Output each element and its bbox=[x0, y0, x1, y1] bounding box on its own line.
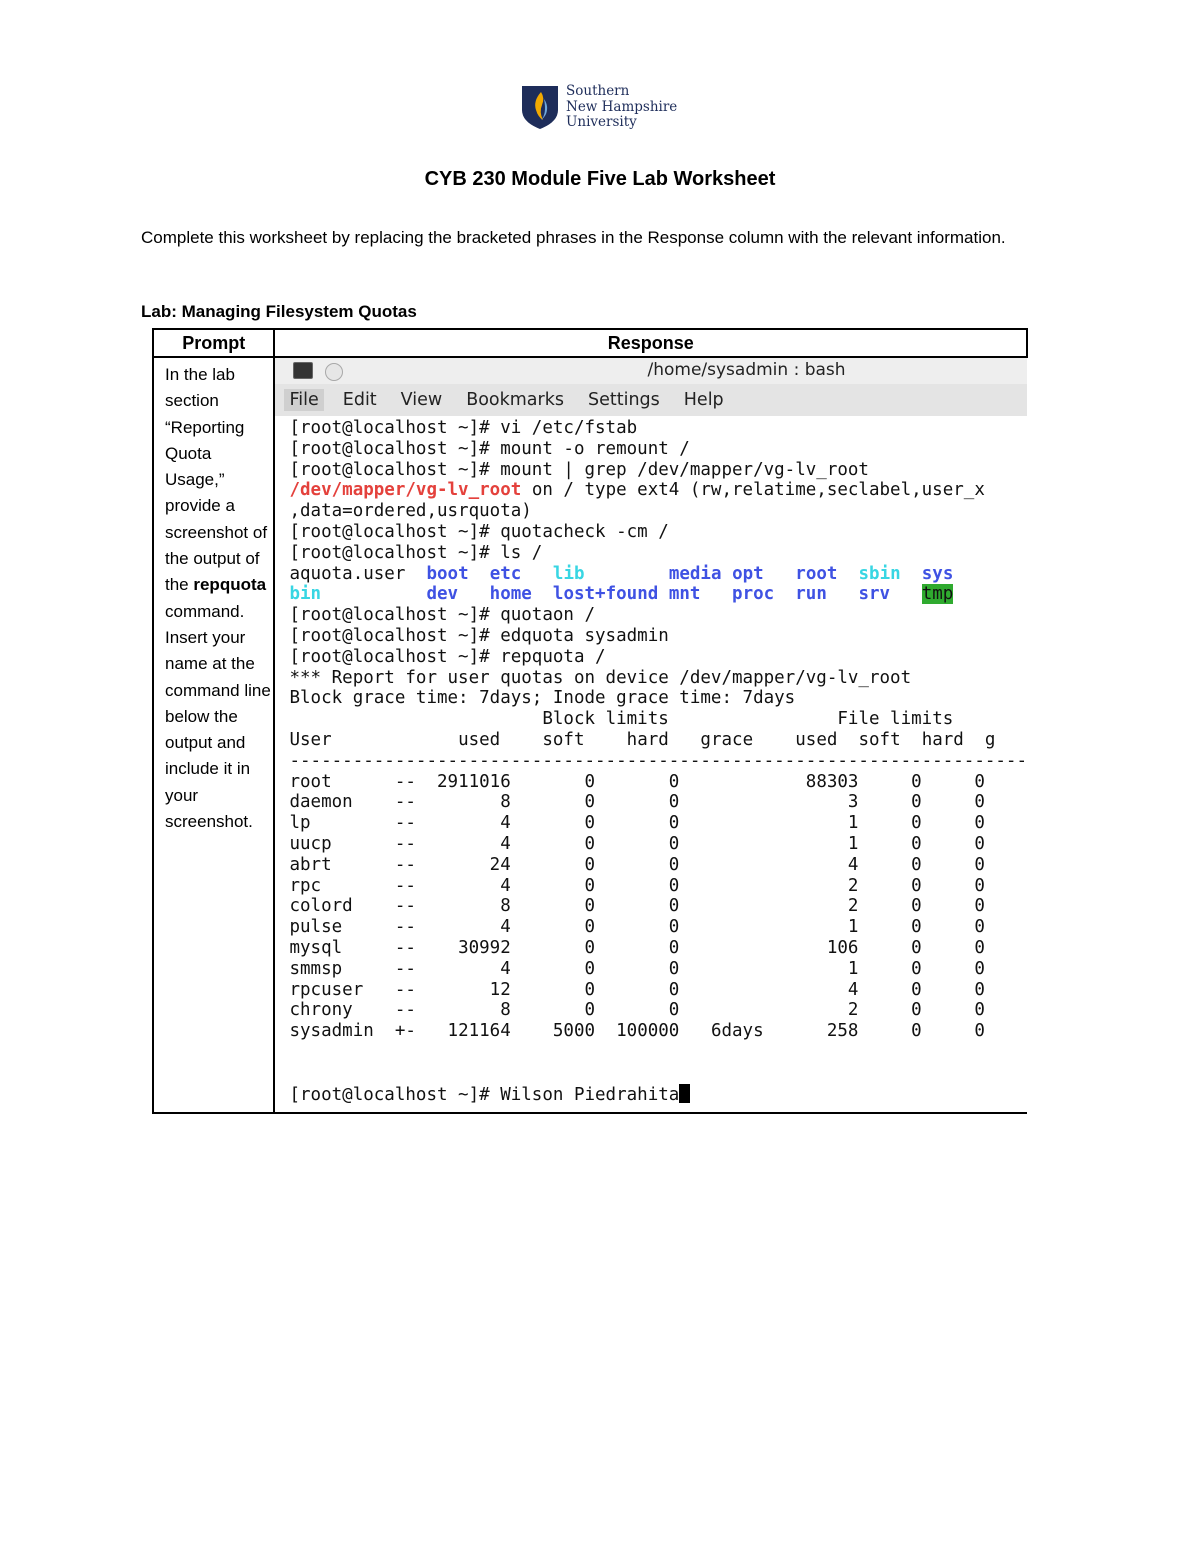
table-header-row bbox=[153, 329, 1027, 357]
menu-settings[interactable]: Settings bbox=[587, 390, 660, 410]
final-prompt: [root@localhost ~]# Wilson Piedrahita bbox=[289, 1084, 680, 1105]
column-header-2: soft bbox=[500, 729, 585, 750]
quota-grace bbox=[679, 813, 763, 833]
quota-block-soft: 0 bbox=[510, 792, 596, 813]
blank-line bbox=[289, 1063, 1027, 1084]
terminal-line: [root@localhost ~]# quotacheck -cm / bbox=[289, 521, 669, 542]
limits-header bbox=[289, 709, 1027, 730]
quota-grace bbox=[679, 938, 763, 958]
quota-flags: -- bbox=[394, 854, 416, 875]
column-header-6: soft bbox=[837, 729, 901, 750]
quota-grace bbox=[679, 917, 763, 937]
lab-heading: Lab: Managing Filesystem Quotas bbox=[141, 302, 417, 321]
table-row bbox=[289, 876, 1027, 897]
table-row bbox=[289, 917, 1027, 938]
quota-block-hard: 0 bbox=[595, 937, 680, 958]
quota-block-hard: 0 bbox=[595, 771, 680, 792]
ls-entry: srv bbox=[858, 584, 891, 605]
quota-flags: -- bbox=[394, 771, 416, 792]
quota-file-hard: 0 bbox=[921, 896, 985, 917]
quota-grace bbox=[679, 772, 763, 792]
quota-user: pulse bbox=[289, 917, 395, 938]
quota-flags: -- bbox=[394, 917, 416, 938]
ls-entry: run bbox=[795, 584, 827, 605]
terminal-line bbox=[289, 480, 1027, 501]
ls-entry: lib bbox=[552, 563, 585, 584]
quota-file-soft: 0 bbox=[858, 979, 922, 1000]
university-name-line1: Southern bbox=[566, 83, 630, 99]
quota-file-used: 2 bbox=[763, 896, 859, 917]
response-cell bbox=[274, 357, 1027, 1113]
quota-block-hard: 0 bbox=[595, 875, 680, 896]
quota-user: uucp bbox=[289, 833, 395, 854]
quota-block-hard: 0 bbox=[595, 958, 680, 979]
quota-block-used: 4 bbox=[415, 833, 511, 854]
quota-block-used: 4 bbox=[415, 813, 511, 834]
quota-user: rpcuser bbox=[289, 979, 395, 1000]
quota-file-soft: 0 bbox=[858, 917, 922, 938]
mount-device: /dev/mapper/vg-lv_root bbox=[289, 480, 522, 501]
quota-user: lp bbox=[289, 813, 395, 834]
blank-line bbox=[289, 1042, 1027, 1063]
window-button-icon[interactable] bbox=[325, 363, 343, 381]
table-row bbox=[289, 792, 1027, 813]
columns-header bbox=[289, 730, 1027, 751]
quota-block-used: 24 bbox=[415, 854, 511, 875]
quota-file-hard: 0 bbox=[921, 771, 985, 792]
quota-file-soft: 0 bbox=[858, 854, 922, 875]
table-row bbox=[289, 834, 1027, 855]
quota-file-hard: 0 bbox=[921, 958, 985, 979]
quota-block-soft: 0 bbox=[510, 917, 596, 938]
prompt-text-pre: In the lab section “Reporting Quota Usage,” provide a screenshot of the output of the bbox=[165, 365, 268, 595]
ls-entry: media bbox=[668, 563, 722, 584]
quota-user: sysadmin bbox=[289, 1021, 395, 1042]
quota-file-hard: 0 bbox=[921, 1000, 985, 1021]
quota-file-used: 2 bbox=[763, 1000, 859, 1021]
quota-file-used: 1 bbox=[763, 917, 859, 938]
quota-user: mysql bbox=[289, 937, 395, 958]
ls-entry: opt bbox=[732, 563, 764, 584]
quota-file-used: 106 bbox=[763, 937, 859, 958]
column-header-3: hard bbox=[584, 729, 669, 750]
table-row bbox=[289, 959, 1027, 980]
quota-file-used: 4 bbox=[763, 979, 859, 1000]
table-row bbox=[289, 813, 1027, 834]
quota-block-hard: 0 bbox=[595, 792, 680, 813]
quota-file-hard: 0 bbox=[921, 875, 985, 896]
column-header-5: used bbox=[753, 729, 838, 750]
worksheet-table bbox=[152, 328, 1028, 1114]
prompt-cell bbox=[153, 357, 274, 1113]
quota-file-used: 2 bbox=[763, 875, 859, 896]
quota-file-soft: 0 bbox=[858, 937, 922, 958]
university-name-line2: New Hampshire bbox=[566, 98, 678, 115]
quota-file-used: 4 bbox=[763, 854, 859, 875]
ls-entry: aquota.user bbox=[289, 563, 406, 584]
table-row bbox=[289, 772, 1027, 793]
column-header-7: hard bbox=[900, 729, 964, 750]
column-header-0: User bbox=[289, 729, 459, 750]
quota-block-hard: 0 bbox=[595, 979, 680, 1000]
university-name bbox=[566, 84, 677, 131]
quota-flags: -- bbox=[394, 937, 416, 958]
menu-edit[interactable]: Edit bbox=[342, 390, 377, 410]
university-name-line3: University bbox=[566, 114, 637, 130]
ls-entry: sys bbox=[921, 563, 954, 584]
menu-bookmarks[interactable]: Bookmarks bbox=[466, 390, 564, 410]
quota-flags: -- bbox=[394, 1000, 416, 1021]
quota-file-hard: 0 bbox=[921, 813, 985, 834]
quota-grace: 6days bbox=[679, 1021, 764, 1042]
quota-block-hard: 0 bbox=[595, 1000, 680, 1021]
quota-file-soft: 0 bbox=[858, 1000, 922, 1021]
terminal-app-icon bbox=[293, 362, 313, 379]
intro-text: Complete this worksheet by replacing the bracketed phrases in the Response column with the relevant information. bbox=[141, 228, 1006, 247]
quota-block-used: 8 bbox=[415, 1000, 511, 1021]
quota-block-used: 4 bbox=[415, 917, 511, 938]
quota-block-used: 4 bbox=[415, 875, 511, 896]
quota-table bbox=[289, 772, 1027, 1042]
quota-flags: +- bbox=[394, 1021, 416, 1042]
quota-block-soft: 0 bbox=[510, 875, 596, 896]
quota-file-used: 3 bbox=[763, 792, 859, 813]
quota-grace bbox=[679, 1000, 763, 1020]
table-row bbox=[289, 1021, 1027, 1042]
quota-block-hard: 0 bbox=[595, 833, 680, 854]
terminal-line: *** Report for user quotas on device /dev/mapper/vg-lv_root bbox=[289, 667, 912, 688]
quota-grace bbox=[679, 896, 763, 916]
quota-block-used: 4 bbox=[415, 958, 511, 979]
quota-grace bbox=[679, 959, 763, 979]
ls-entry: boot bbox=[426, 563, 469, 584]
terminal-line: [root@localhost ~]# ls / bbox=[289, 542, 543, 563]
quota-grace bbox=[679, 855, 763, 875]
terminal-line bbox=[289, 1084, 1027, 1106]
quota-file-hard: 0 bbox=[921, 833, 985, 854]
quota-file-used: 1 bbox=[763, 813, 859, 834]
quota-user: daemon bbox=[289, 792, 395, 813]
terminal-line: ,data=ordered,usrquota) bbox=[289, 501, 532, 522]
shield-flame-icon bbox=[520, 84, 560, 130]
quota-user: colord bbox=[289, 896, 395, 917]
menu-view[interactable]: View bbox=[400, 390, 443, 410]
quota-grace bbox=[679, 792, 763, 812]
quota-flags: -- bbox=[394, 813, 416, 834]
file-limits-label: File limits bbox=[837, 709, 954, 730]
terminal-output[interactable] bbox=[275, 416, 1027, 1105]
response-header: Response bbox=[274, 329, 1027, 357]
quota-file-hard: 0 bbox=[921, 917, 985, 938]
quota-file-soft: 0 bbox=[858, 958, 922, 979]
quota-block-soft: 0 bbox=[510, 896, 596, 917]
quota-user: root bbox=[289, 771, 395, 792]
table-row bbox=[289, 938, 1027, 959]
quota-block-used: 8 bbox=[415, 896, 511, 917]
ls-entry: home bbox=[489, 584, 532, 605]
quota-flags: -- bbox=[394, 792, 416, 813]
mount-options: on / type ext4 (rw,relatime,seclabel,user_x bbox=[521, 480, 985, 501]
ls-entry: bin bbox=[289, 584, 322, 605]
quota-block-hard: 0 bbox=[595, 896, 680, 917]
ls-entry: etc bbox=[489, 563, 522, 584]
quota-file-soft: 0 bbox=[858, 813, 922, 834]
quota-block-hard: 0 bbox=[595, 917, 680, 938]
ls-entry: dev bbox=[426, 584, 459, 605]
quota-file-used: 1 bbox=[763, 958, 859, 979]
quota-file-soft: 0 bbox=[858, 792, 922, 813]
worksheet-title: CYB 230 Module Five Lab Worksheet bbox=[424, 168, 776, 190]
quota-block-soft: 0 bbox=[510, 771, 596, 792]
terminal-line: Block grace time: 7days; Inode grace time: 7days bbox=[289, 688, 796, 709]
prompt-header: Prompt bbox=[153, 329, 274, 357]
quota-block-soft: 0 bbox=[510, 833, 596, 854]
quota-block-used: 12 bbox=[415, 979, 511, 1000]
terminal-window-title: /home/sysadmin : bash bbox=[647, 360, 846, 380]
quota-file-soft: 0 bbox=[858, 896, 922, 917]
quota-block-soft: 0 bbox=[510, 854, 596, 875]
quota-file-hard: 0 bbox=[921, 854, 985, 875]
terminal-screenshot bbox=[275, 358, 1027, 1105]
ls-entry: proc bbox=[732, 584, 775, 605]
quota-user: abrt bbox=[289, 854, 395, 875]
terminal-line: [root@localhost ~]# quotaon / bbox=[289, 605, 596, 626]
quota-block-soft: 0 bbox=[510, 958, 596, 979]
menu-file[interactable]: File bbox=[284, 389, 323, 411]
table-row bbox=[289, 896, 1027, 917]
quota-file-hard: 0 bbox=[921, 792, 985, 813]
table-row bbox=[289, 980, 1027, 1001]
quota-user: chrony bbox=[289, 1000, 395, 1021]
quota-block-used: 8 bbox=[415, 792, 511, 813]
column-header-4: grace bbox=[668, 729, 754, 750]
quota-grace bbox=[679, 980, 763, 1000]
terminal-titlebar bbox=[275, 358, 1027, 384]
quota-grace bbox=[679, 876, 763, 896]
ls-entry: mnt bbox=[668, 584, 701, 605]
quota-file-soft: 0 bbox=[858, 1021, 922, 1042]
quota-file-soft: 0 bbox=[858, 771, 922, 792]
quota-block-used: 2911016 bbox=[415, 771, 511, 792]
quota-block-soft: 0 bbox=[510, 813, 596, 834]
quota-block-soft: 5000 bbox=[510, 1021, 596, 1042]
terminal-line: [root@localhost ~]# mount | grep /dev/mapper/vg-lv_root bbox=[289, 459, 869, 480]
ls-output-row bbox=[289, 564, 1027, 585]
ls-entry: lost+found bbox=[552, 584, 659, 605]
quota-block-used: 121164 bbox=[415, 1021, 511, 1042]
quota-block-hard: 0 bbox=[595, 854, 680, 875]
quota-file-soft: 0 bbox=[858, 833, 922, 854]
terminal-line: [root@localhost ~]# edquota sysadmin bbox=[289, 625, 669, 646]
quota-file-hard: 0 bbox=[921, 937, 985, 958]
menu-help[interactable]: Help bbox=[683, 390, 724, 410]
quota-user: rpc bbox=[289, 875, 395, 896]
quota-block-hard: 0 bbox=[595, 813, 680, 834]
ls-entry: tmp bbox=[921, 584, 954, 605]
quota-block-soft: 0 bbox=[510, 979, 596, 1000]
ls-output-row bbox=[289, 584, 1027, 605]
quota-flags: -- bbox=[394, 896, 416, 917]
table-row bbox=[289, 855, 1027, 876]
quota-user: smmsp bbox=[289, 958, 395, 979]
separator-line: ---------------------------------------------------------------------- bbox=[289, 750, 1027, 771]
quota-file-hard: 0 bbox=[921, 1021, 985, 1042]
quota-block-hard: 100000 bbox=[595, 1021, 680, 1042]
quota-file-used: 88303 bbox=[763, 771, 859, 792]
ls-entry: sbin bbox=[858, 563, 901, 584]
terminal-line: [root@localhost ~]# vi /etc/fstab bbox=[289, 418, 638, 438]
quota-block-used: 30992 bbox=[415, 937, 511, 958]
quota-file-used: 258 bbox=[763, 1021, 859, 1042]
terminal-line: [root@localhost ~]# repquota / bbox=[289, 646, 606, 667]
quota-file-used: 1 bbox=[763, 833, 859, 854]
quota-flags: -- bbox=[394, 875, 416, 896]
quota-flags: -- bbox=[394, 979, 416, 1000]
quota-block-soft: 0 bbox=[510, 1000, 596, 1021]
text-cursor bbox=[679, 1084, 690, 1103]
prompt-text-command: repquota bbox=[193, 575, 267, 595]
quota-file-soft: 0 bbox=[858, 875, 922, 896]
quota-flags: -- bbox=[394, 833, 416, 854]
prompt-text-post: command. Insert your name at the command line below the output and include it in your screenshot. bbox=[165, 601, 271, 832]
quota-block-soft: 0 bbox=[510, 937, 596, 958]
quota-file-hard: 0 bbox=[921, 979, 985, 1000]
ls-entry: root bbox=[795, 563, 838, 584]
terminal-menubar bbox=[275, 384, 1027, 416]
column-header-1: used bbox=[458, 729, 501, 750]
column-header-8: g bbox=[963, 729, 996, 750]
table-row bbox=[289, 1000, 1027, 1021]
table-row bbox=[153, 357, 1027, 1113]
university-logo bbox=[520, 84, 677, 131]
block-limits-label: Block limits bbox=[542, 709, 669, 730]
terminal-line: [root@localhost ~]# mount -o remount / bbox=[289, 438, 690, 459]
quota-flags: -- bbox=[394, 958, 416, 979]
quota-grace bbox=[679, 834, 763, 854]
